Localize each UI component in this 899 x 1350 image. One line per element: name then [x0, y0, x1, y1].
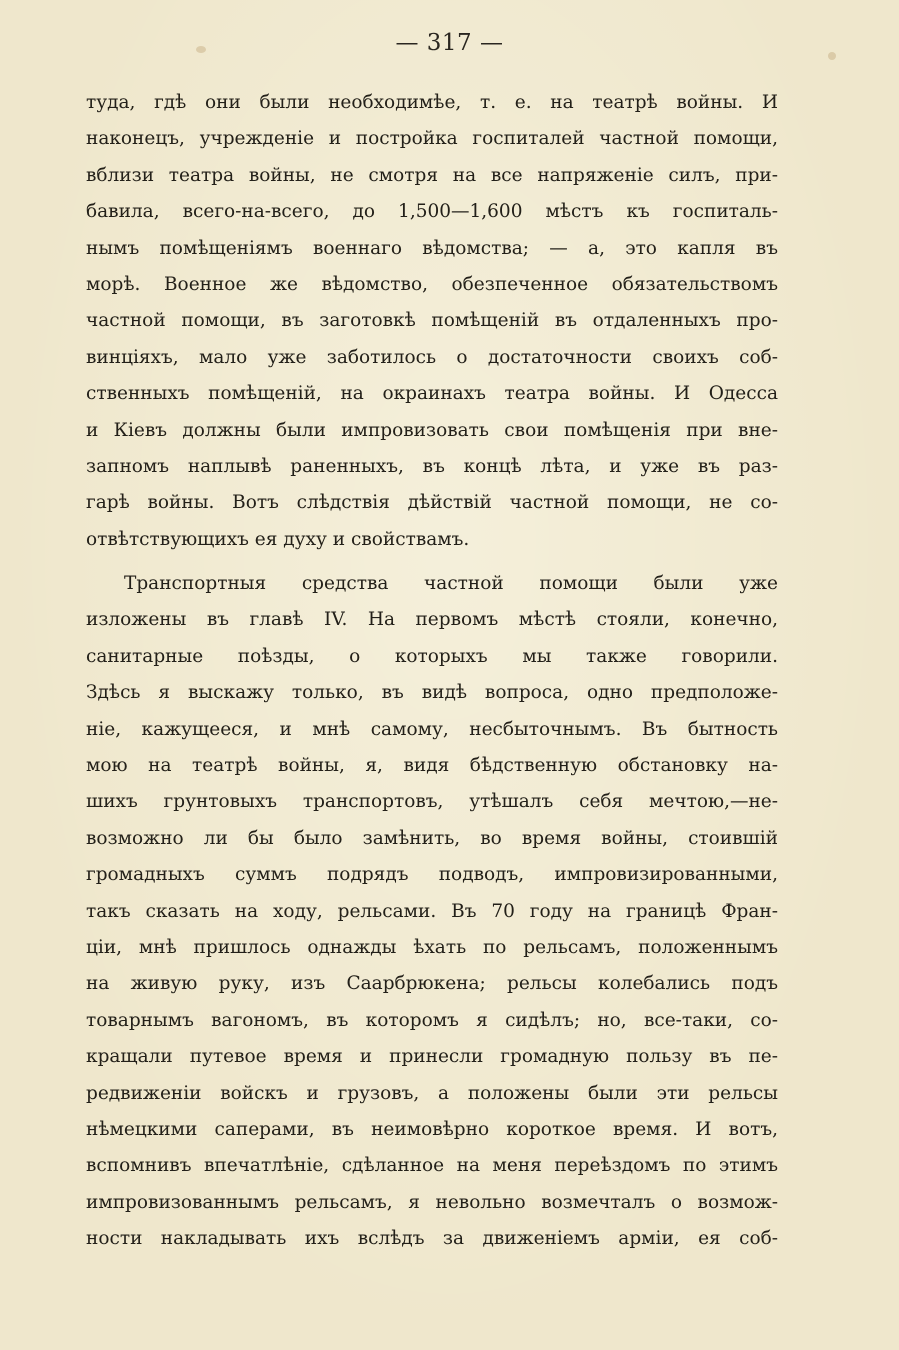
text-line: туда, гдѣ они были необходимѣе, т. е. на театрѣ войны. И — [86, 92, 778, 113]
text-line: санитарные поѣзды, о которыхъ мы также говорили. — [86, 645, 778, 667]
text-line: ности накладывать ихъ вслѣдъ за движеніемъ арміи, ея соб- — [86, 1228, 778, 1250]
text-line: возможно ли бы было замѣнить, во время войны, стоившій — [86, 827, 778, 849]
text-line: Здѣсь я выскажу только, въ видѣ вопроса, одно предположе- — [86, 682, 778, 704]
text-line: Транспортныя средства частной помощи были уже — [124, 573, 778, 595]
text-line: импровизованнымъ рельсамъ, я невольно возмечталъ о возмож- — [86, 1191, 778, 1213]
paragraph-gap — [86, 558, 778, 566]
page-number: — 317 — — [395, 30, 504, 56]
text-line: вспомнивъ впечатлѣніе, сдѣланное на меня переѣздомъ по этимъ — [86, 1155, 778, 1177]
text-line: нѣмецкими саперами, въ неимовѣрно короткое время. И вотъ, — [86, 1118, 778, 1140]
text-line: отвѣтствующихъ ея духу и свойствамъ. — [86, 528, 470, 550]
text-line: мою на театрѣ войны, я, видя бѣдственную обстановку на- — [86, 755, 778, 777]
text-line: на живую руку, изъ Саарбрюкена; рельсы колебались подъ — [86, 973, 778, 995]
text-line: нымъ помѣщеніямъ военнаго вѣдомства; — а, это капля въ — [86, 237, 778, 259]
text-line: товарнымъ вагономъ, въ которомъ я сидѣлъ; но, все-таки, со- — [86, 1009, 778, 1031]
text-line: запномъ наплывѣ раненныхъ, въ концѣ лѣта, и уже въ раз- — [86, 455, 778, 477]
text-line: редвиженіи войскъ и грузовъ, а положены были эти рельсы — [86, 1082, 778, 1104]
text-line: винціяхъ, мало уже заботилось о достаточности своихъ соб- — [86, 346, 778, 368]
text-line: гарѣ войны. Вотъ слѣдствія дѣйствій частной помощи, не со- — [86, 492, 778, 514]
text-line: громадныхъ суммъ подрядъ подводъ, импровизированными, — [86, 864, 778, 886]
text-line: шихъ грунтовыхъ транспортовъ, утѣшалъ себя мечтою,—не- — [86, 791, 778, 813]
text-line: такъ сказать на ходу, рельсами. Въ 70 году на границѣ Фран- — [86, 900, 778, 922]
text-line: ственныхъ помѣщеній, на окраинахъ театра войны. И Одесса — [86, 383, 778, 405]
text-line: и Кіевъ должны были импровизовать свои помѣщенія при вне- — [86, 419, 778, 441]
text-line: вблизи театра войны, не смотря на все напряженіе силъ, при- — [86, 164, 778, 186]
text-line: наконецъ, учрежденіе и постройка госпиталей частной помощи, — [86, 128, 778, 150]
page-text — [86, 85, 778, 1258]
text-line: ніе, кажущееся, и мнѣ самому, несбыточнымъ. Въ бытность — [86, 718, 778, 740]
text-line: бавила, всего-на-всего, до 1,500—1,600 мѣстъ къ госпиталь- — [86, 201, 778, 223]
text-line: ціи, мнѣ пришлось однажды ѣхать по рельсамъ, положеннымъ — [86, 936, 778, 958]
text-line: кращали путевое время и принесли громадную пользу въ пе- — [86, 1046, 778, 1068]
text-line: изложены въ главѣ IV. На первомъ мѣстѣ стояли, конечно, — [86, 609, 778, 631]
text-line: частной помощи, въ заготовкѣ помѣщеній въ отдаленныхъ про- — [86, 310, 778, 332]
text-line: морѣ. Военное же вѣдомство, обезпеченное обязательствомъ — [86, 273, 778, 295]
